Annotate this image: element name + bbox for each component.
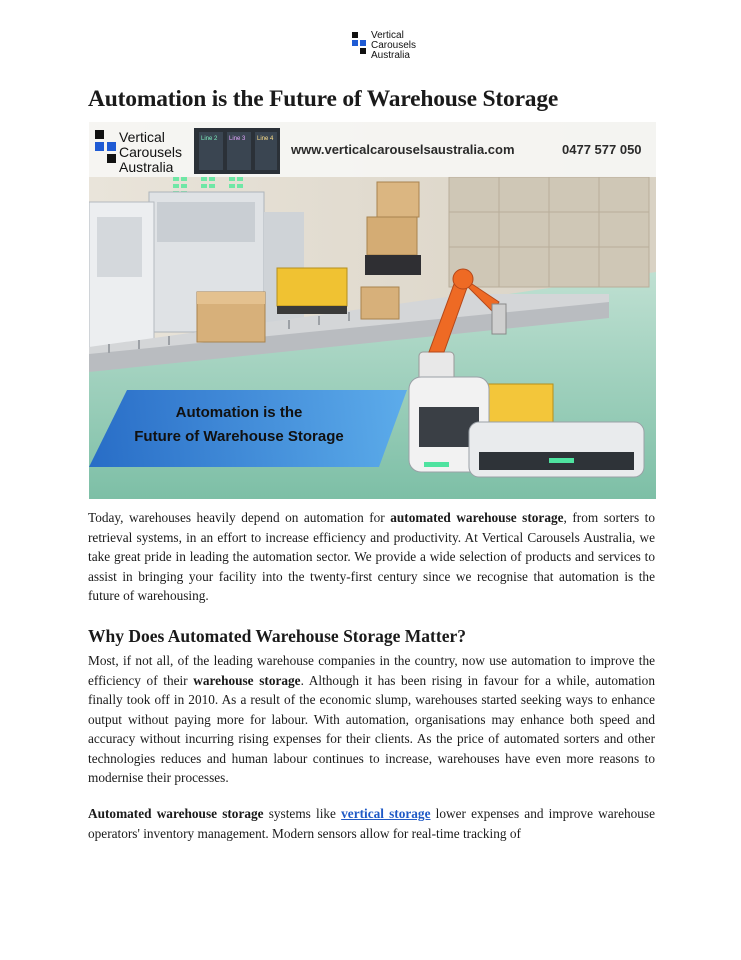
svg-text:Line 4: Line 4: [257, 136, 274, 142]
svg-text:Line 3: Line 3: [229, 136, 246, 142]
vertical-storage-link[interactable]: vertical storage: [341, 806, 431, 821]
logo-square-icon: [360, 48, 366, 54]
svg-text:Vertical: Vertical: [119, 129, 165, 145]
intro-bold: automated warehouse storage: [390, 510, 564, 525]
banner-caption: [89, 390, 407, 467]
intro-text: Today, warehouses heavily depend on automation for: [88, 510, 391, 525]
header-logo[interactable]: [352, 31, 432, 63]
logo-text-line3: Australia: [371, 50, 410, 61]
paragraph-text: . Although it has been rising in favour for a while, automation finally took off in 2010. As a result of the economic slump, warehouses started seeking ways to enhance output without paying more for labour. With automation, organisations may enhance both speed and accuracy without incurring rising expenses for their clients. As the price of automated sorters and other technologies reduces and human labour continues to increase, warehouses have even more reasons to modernise their processes.: [88, 672, 655, 785]
intro-paragraph: [88, 508, 655, 606]
logo-square-icon: [352, 40, 358, 46]
hero-banner-image: [89, 122, 656, 499]
section-heading: Why Does Automated Warehouse Storage Matter?: [88, 626, 466, 646]
banner-website: www.verticalcarouselsaustralia.com: [291, 142, 515, 157]
logo-text-line2: Carousels: [371, 40, 417, 51]
paragraph-bold: Automated warehouse storage: [88, 806, 264, 821]
paragraph-text: Most, if not all, of the leading warehouse companies in the country, now use automation to improve the efficiency of their: [88, 653, 655, 688]
paragraph-text: lower expenses and improve warehouse operators' inventory management. Modern sensors allow for real-time tracking of: [88, 806, 656, 841]
intro-text: , from sorters to retrieval systems, in an effort to increase efficiency and productivity. At Vertical Carousels Australia, we take great pride in leading the automation sector. We provide a wide selection of products and services to assist in bringing your facility into the twenty-first century since we recognise that automation is the future of warehousing.: [88, 510, 655, 603]
svg-text:Carousels: Carousels: [119, 144, 183, 160]
paragraph-text: systems like: [263, 806, 342, 821]
section-paragraph-2: [88, 804, 655, 843]
page-title: Automation is the Future of Warehouse Storage: [88, 86, 559, 112]
logo-square-icon: [360, 40, 366, 46]
paragraph-bold: warehouse storage: [193, 672, 301, 688]
svg-text:Future of Warehouse Storage: Future of Warehouse Storage: [134, 428, 344, 445]
section-paragraph-1: [88, 651, 655, 788]
logo-text-line1: Vertical: [371, 30, 404, 41]
logo-square-icon: [352, 32, 358, 38]
banner-phone: 0477 577 050: [562, 142, 642, 157]
svg-text:Australia: Australia: [119, 159, 174, 175]
svg-text:Automation is the: Automation is the: [175, 404, 303, 421]
svg-text:Line 2: Line 2: [201, 136, 218, 142]
